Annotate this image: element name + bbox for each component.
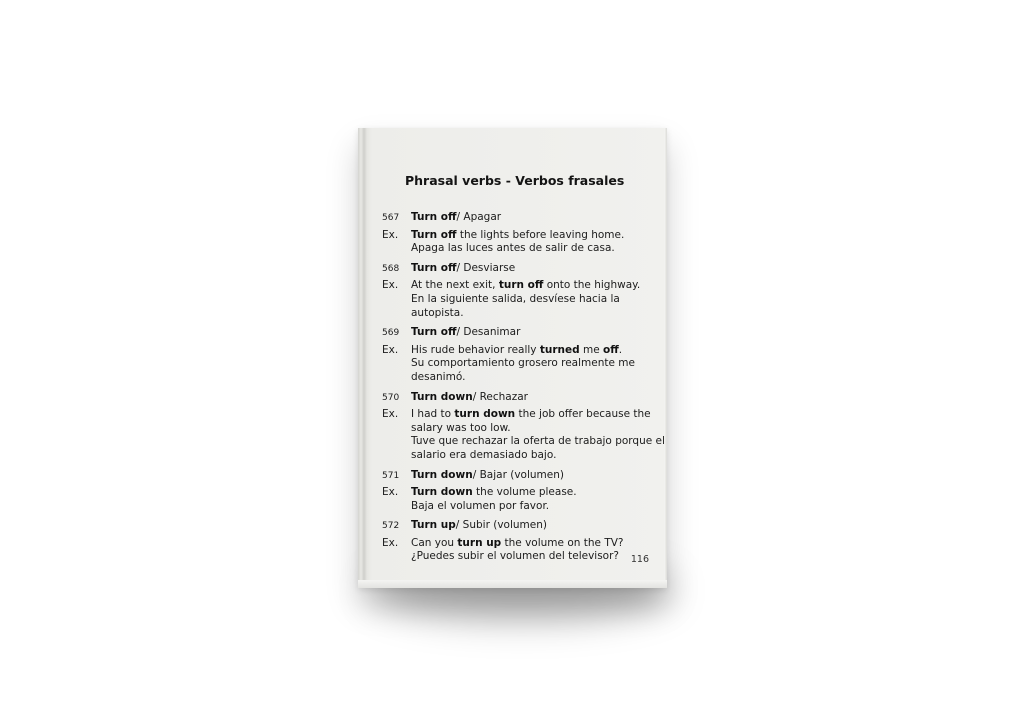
example-text: His rude behavior really turned me off. Su comportamiento grosero realmente me desanimó.	[411, 343, 635, 383]
example-label: Ex.	[382, 408, 399, 421]
entry-list	[382, 211, 667, 564]
example-translation: Su comportamiento grosero realmente me desanimó.	[411, 357, 635, 383]
entry-term: Turn off	[411, 326, 457, 339]
example-label: Ex.	[382, 228, 399, 241]
entry-number: 570	[382, 392, 400, 403]
example-text: I had to turn down the job offer because the salary was too low. Tuve que rechazar la oferta de trabajo porque el salario era demasiado bajo.	[411, 408, 665, 461]
entry-number: 572	[382, 521, 400, 532]
entry-term: Turn down	[411, 468, 473, 481]
example-text: Turn down the volume please. Baja el volumen por favor.	[411, 486, 577, 512]
entry-number: 571	[382, 470, 400, 481]
example-label: Ex.	[382, 486, 399, 499]
example-translation: Tuve que rechazar la oferta de trabajo porque el salario era demasiado bajo.	[411, 435, 665, 461]
entry-567	[382, 211, 667, 256]
entry-number: 568	[382, 263, 400, 274]
example-text: Can you turn up the volume on the TV? ¿Puedes subir el volumen del televisor?	[411, 536, 624, 563]
entry-term: Turn off	[411, 211, 457, 223]
example-translation: ¿Puedes subir el volumen del televisor?	[411, 550, 619, 563]
entry-569	[382, 326, 667, 384]
example-label: Ex.	[382, 343, 399, 356]
entry-translation: / Bajar (volumen)	[472, 468, 564, 481]
entry-translation: / Desanimar	[456, 326, 521, 339]
book-cover	[358, 128, 667, 588]
entry-translation: / Desviarse	[456, 261, 516, 274]
entry-number: 567	[382, 213, 400, 223]
entry-term: Turn off	[411, 261, 457, 274]
example-label: Ex.	[382, 536, 399, 549]
example-text: Turn off the lights before leaving home. Apaga las luces antes de salir de casa.	[411, 228, 625, 255]
example-translation: En la siguiente salida, desvíese hacia la autopista.	[411, 292, 620, 319]
example-translation: Apaga las luces antes de salir de casa.	[411, 242, 615, 255]
example-translation: Baja el volumen por favor.	[411, 499, 550, 512]
example-label: Ex.	[382, 279, 399, 292]
page-number: 116	[630, 554, 649, 565]
entry-568	[382, 262, 667, 320]
book-page	[358, 128, 667, 588]
entry-term: Turn down	[411, 390, 473, 403]
entry-572	[382, 519, 667, 564]
entry-term: Turn up	[411, 519, 456, 532]
example-text: At the next exit, turn off onto the highway. En la siguiente salida, desvíese hacia la autopista.	[411, 279, 641, 319]
entry-570	[382, 391, 667, 463]
entry-translation: / Rechazar	[472, 390, 528, 403]
entry-571	[382, 469, 667, 514]
page-title: Phrasal verbs - Verbos frasales	[405, 173, 625, 188]
entry-translation: / Apagar	[456, 211, 502, 223]
entry-translation: / Subir (volumen)	[455, 519, 547, 532]
entry-number: 569	[382, 328, 400, 339]
